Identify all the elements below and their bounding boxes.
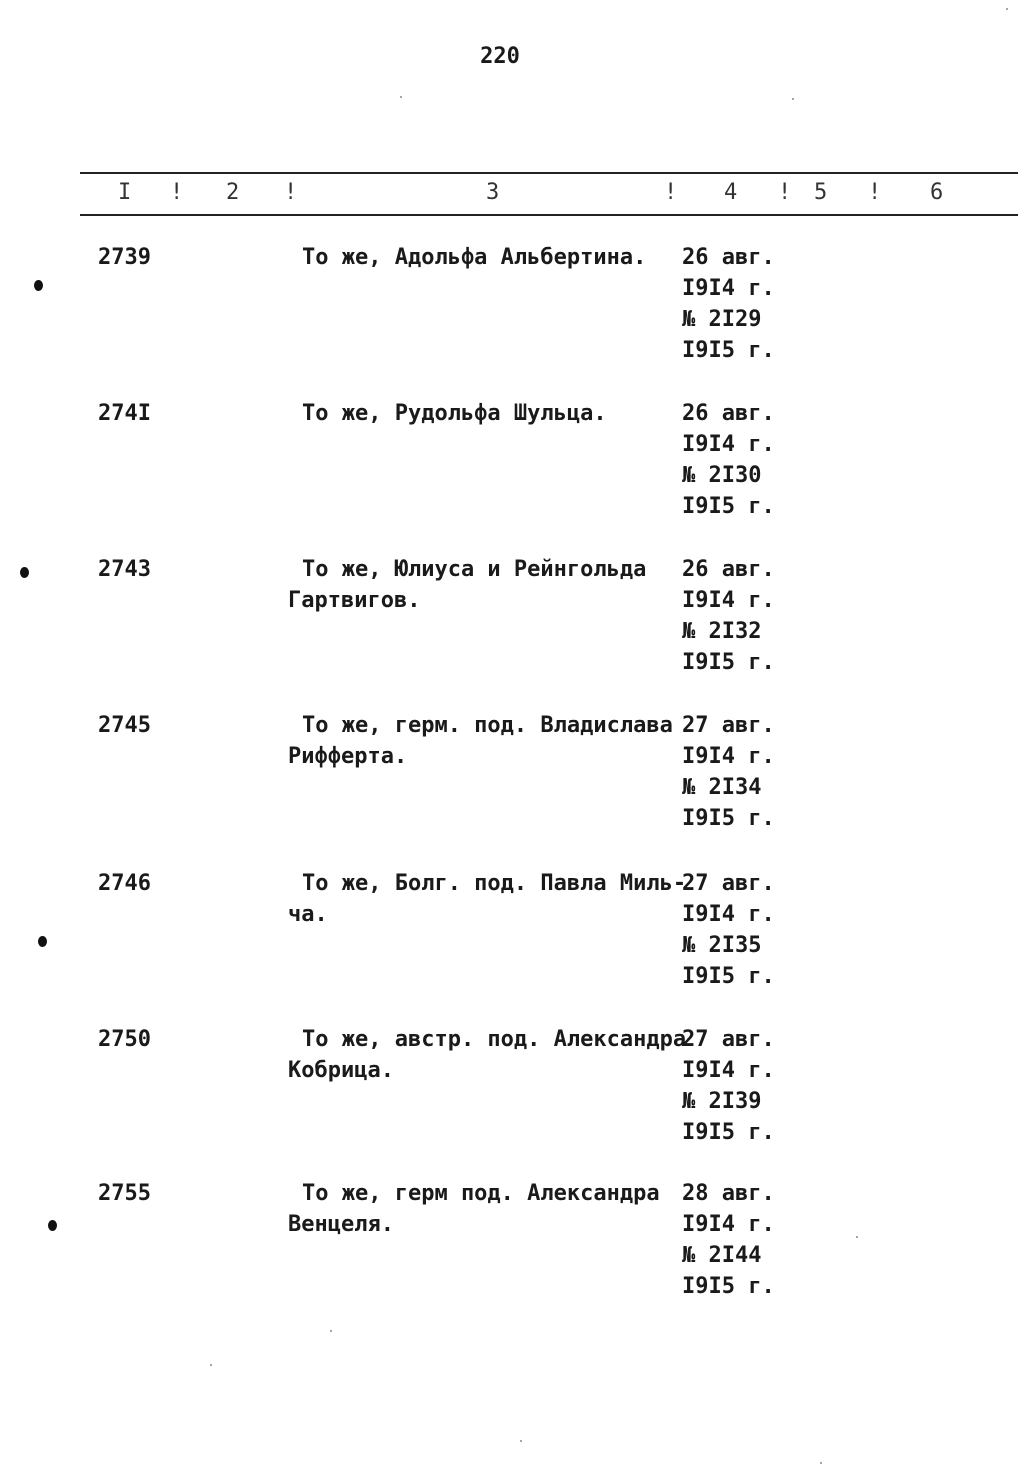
date-day-month: 27 авг.: [682, 713, 775, 738]
record-description: [288, 398, 678, 429]
date-year: I9I4 г.: [682, 1212, 775, 1237]
column-header-6: 6: [930, 180, 944, 205]
document-number: № 2I29: [682, 307, 762, 332]
punch-hole-mark: [38, 936, 47, 947]
document-number: № 2I35: [682, 933, 762, 958]
date-year: I9I4 г.: [682, 276, 775, 301]
scan-speck: [330, 1330, 332, 1332]
record-dates: [682, 868, 775, 992]
table-row: [0, 554, 1024, 684]
scan-speck: [520, 1440, 522, 1442]
document-number: № 2I30: [682, 463, 762, 488]
punch-hole-mark: [20, 567, 29, 578]
document-year: I9I5 г.: [682, 1274, 775, 1299]
date-day-month: 26 авг.: [682, 401, 775, 426]
record-number: 2746: [98, 871, 151, 896]
record-number: 2745: [98, 713, 151, 738]
description-line-1: То же, герм под. Александра: [302, 1181, 660, 1206]
column-header-3: 3: [486, 180, 500, 205]
punch-hole-mark: [34, 280, 43, 291]
description-line-1: То же, Юлиуса и Рейнгольда: [302, 557, 647, 582]
record-dates: [682, 1178, 775, 1302]
document-year: I9I5 г.: [682, 964, 775, 989]
record-number: 2755: [98, 1181, 151, 1206]
column-header-1: I: [118, 180, 132, 205]
column-separator: !: [284, 180, 298, 205]
record-dates: [682, 242, 775, 366]
document-year: I9I5 г.: [682, 494, 775, 519]
record-number: 2739: [98, 245, 151, 270]
record-number: 274I: [98, 401, 151, 426]
column-header-5: 5: [814, 180, 828, 205]
record-number: 2743: [98, 557, 151, 582]
table-header-bottom-rule: [80, 214, 1018, 216]
description-line-1: То же, австр. под. Александра: [302, 1027, 687, 1052]
description-line-2: ча.: [288, 902, 328, 927]
document-year: I9I5 г.: [682, 1120, 775, 1145]
date-day-month: 28 авг.: [682, 1181, 775, 1206]
record-description: [288, 554, 678, 616]
table-row: [0, 242, 1024, 372]
date-year: I9I4 г.: [682, 432, 775, 457]
scan-speck: [856, 1236, 858, 1238]
punch-hole-mark: [48, 1220, 57, 1231]
scan-speck: [820, 1462, 822, 1464]
table-header-top-rule: [80, 172, 1018, 174]
table-row: [0, 710, 1024, 840]
description-line-2: Кобрица.: [288, 1058, 394, 1083]
date-year: I9I4 г.: [682, 588, 775, 613]
record-dates: [682, 710, 775, 834]
record-dates: [682, 1024, 775, 1148]
page-number: 220: [480, 44, 520, 69]
record-description: [288, 1178, 678, 1240]
date-day-month: 26 авг.: [682, 557, 775, 582]
record-description: [288, 868, 687, 930]
record-description: [288, 1024, 687, 1086]
date-year: I9I4 г.: [682, 744, 775, 769]
document-year: I9I5 г.: [682, 338, 775, 363]
document-year: I9I5 г.: [682, 806, 775, 831]
column-separator: !: [778, 180, 792, 205]
description-line-2: Гартвигов.: [288, 588, 421, 613]
document-number: № 2I34: [682, 775, 762, 800]
column-header-4: 4: [724, 180, 738, 205]
document-number: № 2I32: [682, 619, 762, 644]
record-dates: [682, 554, 775, 678]
date-year: I9I4 г.: [682, 902, 775, 927]
description-line-1: То же, Адольфа Альбертина.: [302, 245, 647, 270]
column-header-2: 2: [226, 180, 240, 205]
table-row: [0, 398, 1024, 528]
description-line-1: То же, Рудольфа Шульца.: [302, 401, 607, 426]
date-day-month: 27 авг.: [682, 871, 775, 896]
description-line-1: То же, Болг. под. Павла Миль-: [302, 871, 687, 896]
record-description: [288, 242, 678, 273]
date-day-month: 27 авг.: [682, 1027, 775, 1052]
document-year: I9I5 г.: [682, 650, 775, 675]
scan-speck: [792, 98, 794, 100]
description-line-2: Рифферта.: [288, 744, 408, 769]
table-row: [0, 1178, 1024, 1308]
date-year: I9I4 г.: [682, 1058, 775, 1083]
scan-speck: [1006, 8, 1008, 10]
table-row: [0, 868, 1024, 998]
document-number: № 2I39: [682, 1089, 762, 1114]
scan-speck: [400, 96, 402, 98]
document-number: № 2I44: [682, 1243, 762, 1268]
column-separator: !: [868, 180, 882, 205]
date-day-month: 26 авг.: [682, 245, 775, 270]
scan-speck: [210, 1364, 212, 1366]
record-number: 2750: [98, 1027, 151, 1052]
record-description: [288, 710, 678, 772]
column-separator: !: [170, 180, 184, 205]
table-row: [0, 1024, 1024, 1154]
description-line-2: Венцеля.: [288, 1212, 394, 1237]
record-dates: [682, 398, 775, 522]
description-line-1: То же, герм. под. Владислава: [302, 713, 673, 738]
column-separator: !: [664, 180, 678, 205]
